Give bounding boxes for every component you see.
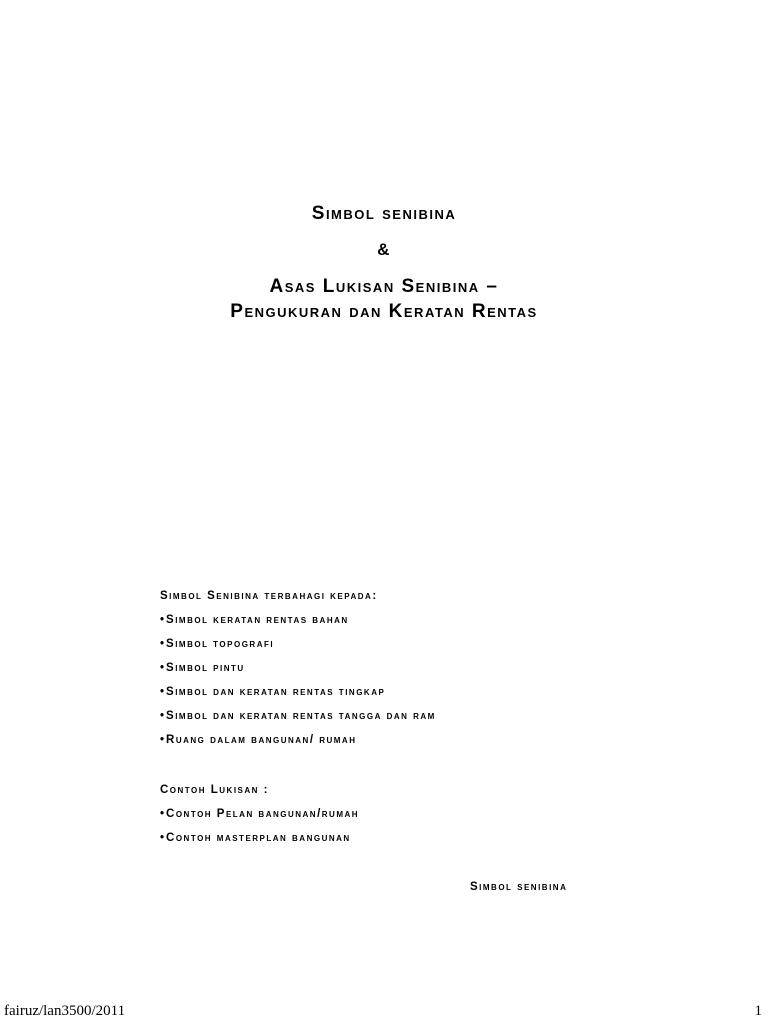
examples-heading: Contoh Lukisan : — [160, 784, 269, 796]
page-number: 1 — [754, 1003, 762, 1019]
document-subtitle-line-1: Asas Lukisan Senibina – — [269, 276, 499, 297]
examples-list-item: • Contoh masterplan bangunan — [160, 831, 351, 846]
document-subtitle-line-2: Pengukuran dan Keratan Rentas — [230, 301, 538, 322]
symbols-list-item: • Simbol pintu — [160, 661, 245, 676]
title-ampersand: & — [377, 240, 391, 259]
footer-author-code: fairuz/lan3500/2011 — [4, 1003, 126, 1019]
symbols-list-item: • Simbol topografi — [160, 637, 274, 652]
examples-list-item: • Contoh Pelan bangunan/rumah — [160, 807, 359, 822]
symbols-list-item: • Simbol dan keratan rentas tangga dan ram — [160, 709, 436, 724]
symbols-list-item: • Simbol keratan rentas bahan — [160, 613, 349, 628]
symbols-list-item: • Simbol dan keratan rentas tingkap — [160, 685, 385, 700]
symbols-heading: Simbol Senibina terbahagi kepada: — [160, 590, 378, 602]
document-title: Simbol senibina — [311, 203, 457, 224]
symbols-list-item: • Ruang dalam bangunan/ rumah — [160, 733, 357, 748]
section-label: Simbol senibina — [470, 881, 568, 893]
